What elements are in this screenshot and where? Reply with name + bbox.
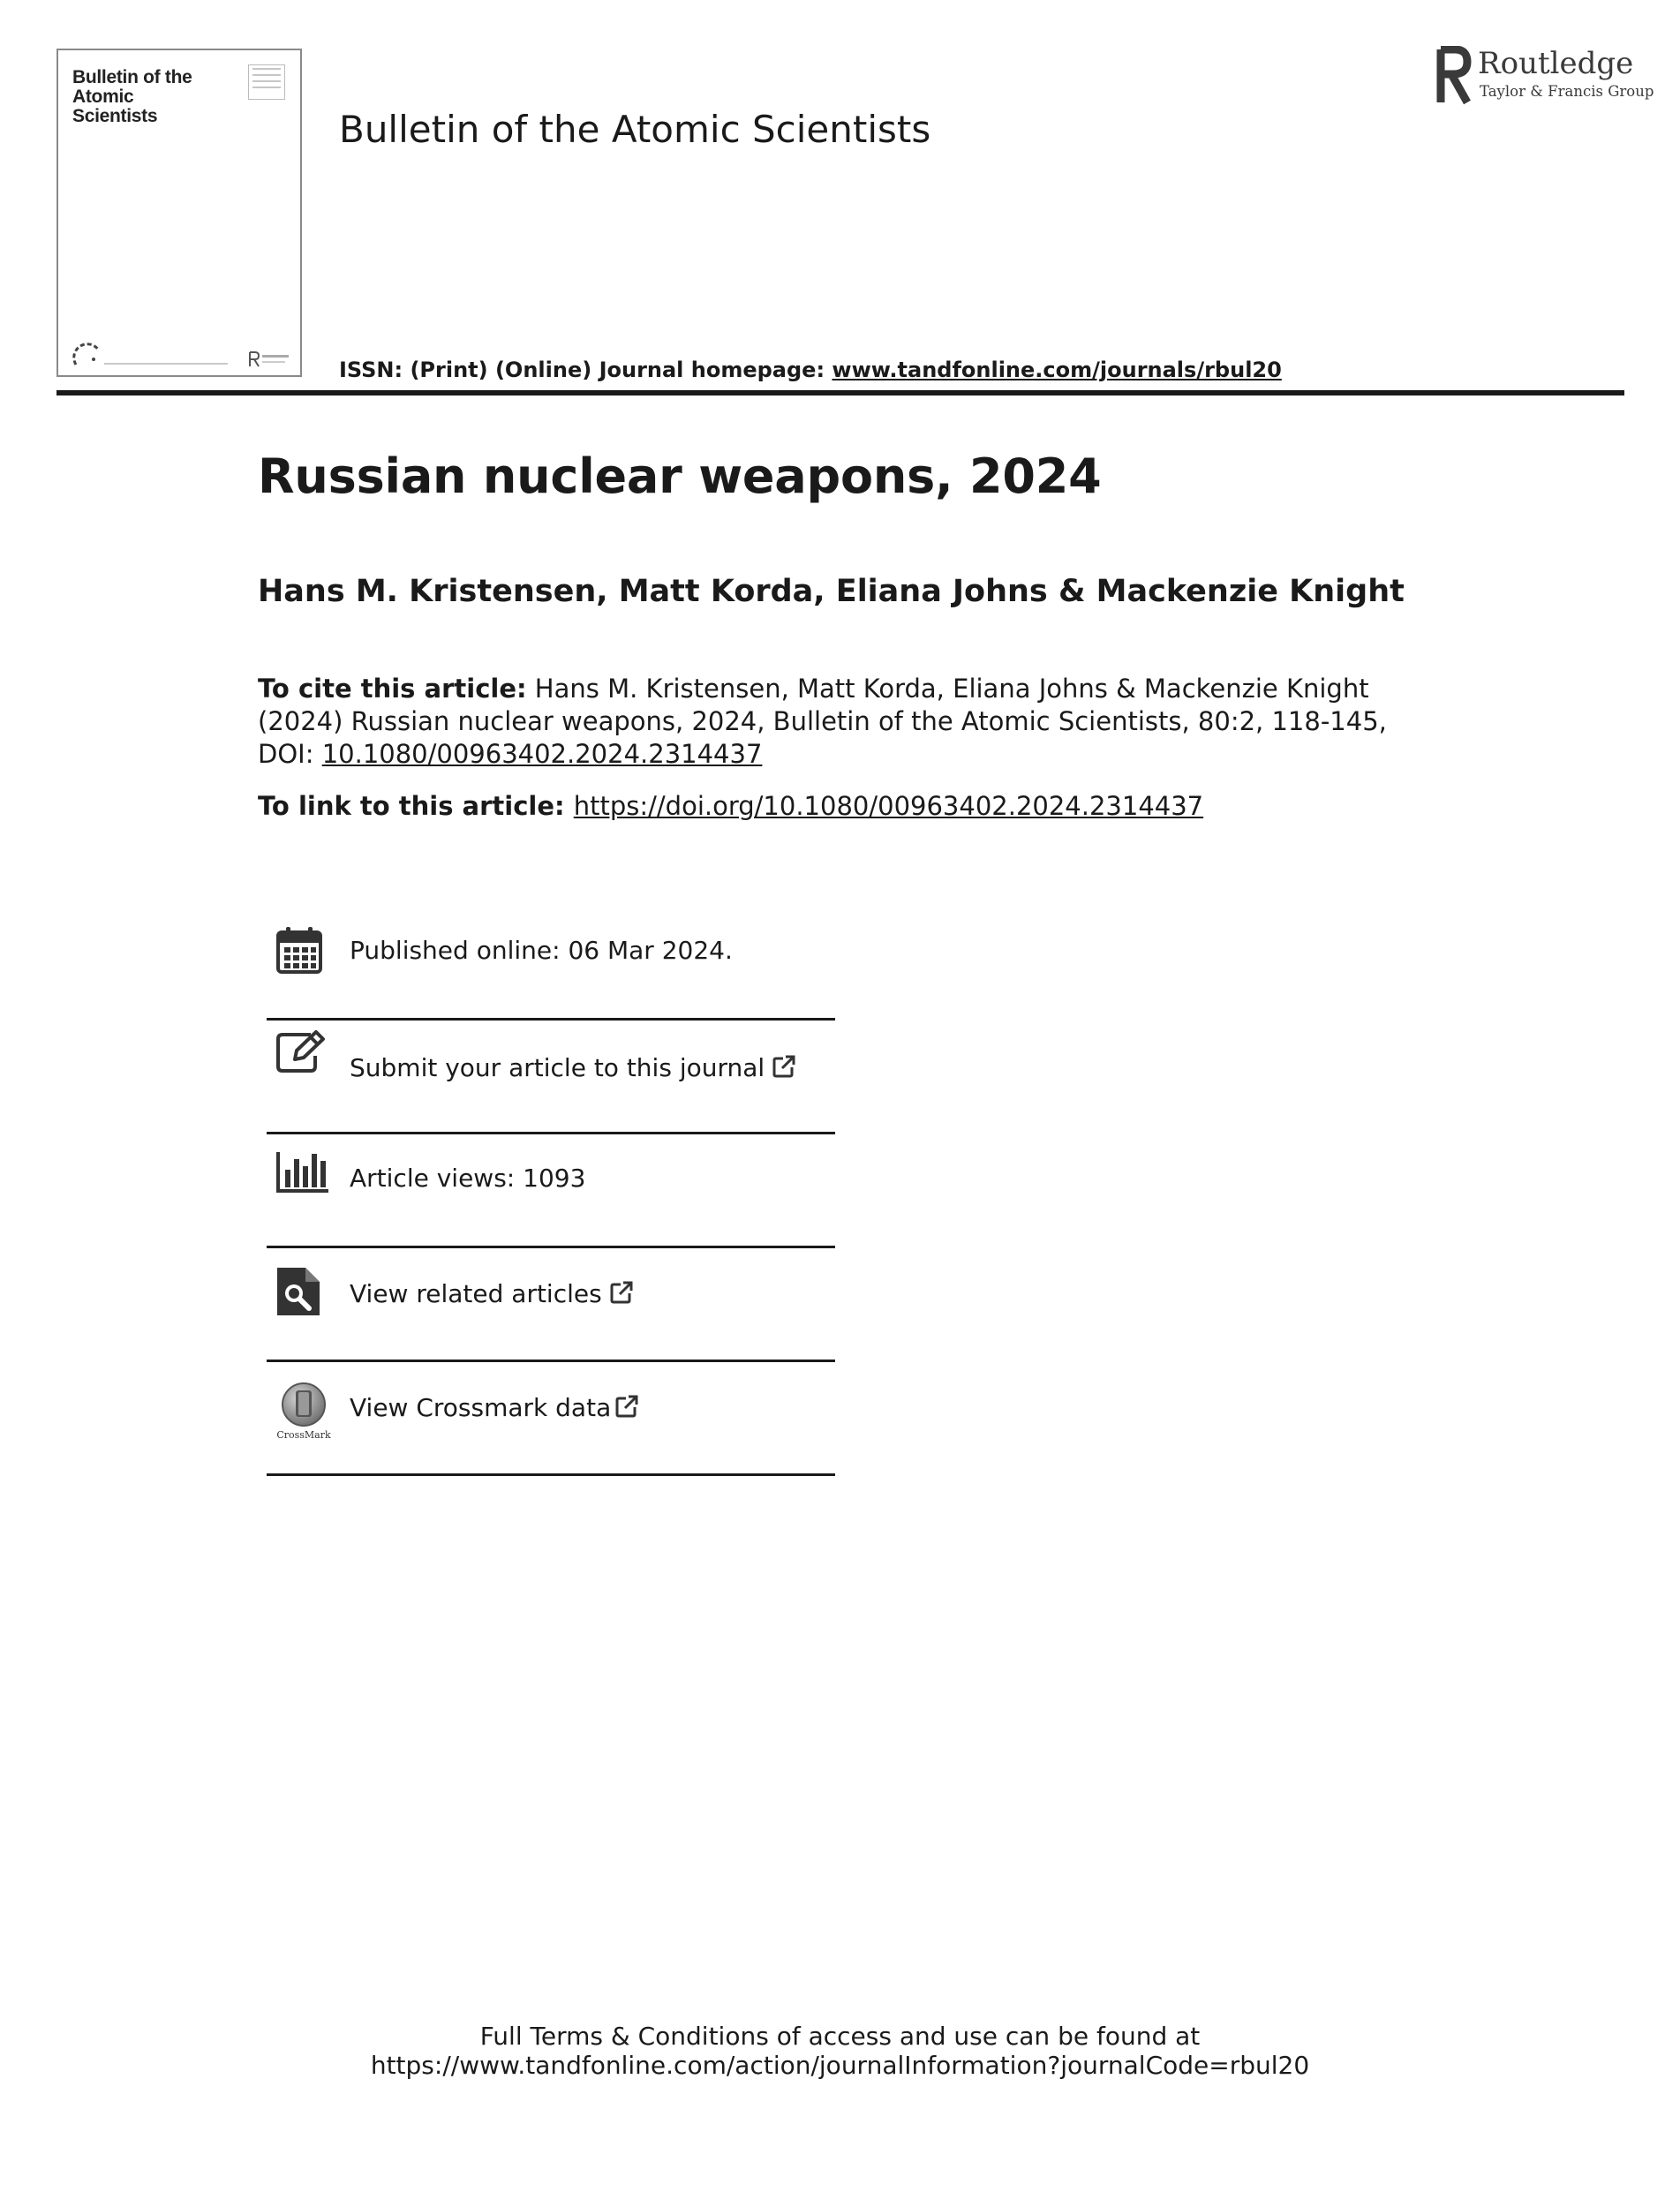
published-date: Published online: 06 Mar 2024. <box>350 936 733 965</box>
terms-url[interactable]: https://www.tandfonline.com/action/journalInformation?journalCode=rbul20 <box>370 2051 1310 2080</box>
issn-text: ISSN: (Print) (Online) Journal homepage: <box>339 358 832 382</box>
routledge-logo-icon <box>1430 46 1473 106</box>
crossmark-row[interactable] <box>267 1362 835 1473</box>
terms-text: Full Terms & Conditions of access and use can be found at <box>479 2022 1201 2051</box>
crossmark-link[interactable] <box>350 1393 639 1422</box>
views-row <box>267 1134 835 1246</box>
article-authors: Hans M. Kristensen, Matt Korda, Eliana Johns & Mackenzie Knight <box>258 574 1405 609</box>
submit-row[interactable] <box>267 1021 835 1132</box>
publisher-name: Routledge <box>1478 46 1634 81</box>
link-label: To link to this article: <box>258 791 574 821</box>
document-search-icon <box>275 1266 321 1317</box>
article-info-list <box>267 911 835 1476</box>
external-link-icon <box>609 1280 634 1305</box>
submit-article-link[interactable] <box>350 1053 796 1082</box>
doi-link[interactable]: https://doi.org/10.1080/00963402.2024.2314437 <box>573 791 1204 821</box>
cite-text: Hans M. Kristensen, Matt Korda, Eliana Johns & Mackenzie Knight (2024) Russian nuclear weapons, 2024, Bulletin of the Atomic Scientists, 80:2, 118-145, DOI: <box>258 674 1387 769</box>
crossmark-label: View Crossmark data <box>350 1393 612 1422</box>
submit-article-label: Submit your article to this journal <box>350 1053 765 1082</box>
doomsday-clock-icon <box>72 338 102 368</box>
article-views: Article views: 1093 <box>350 1164 586 1193</box>
external-link-icon <box>772 1054 796 1079</box>
article-title: Russian nuclear weapons, 2024 <box>258 448 1102 504</box>
cite-label: To cite this article: <box>258 674 527 704</box>
journal-homepage-link[interactable]: www.tandfonline.com/journals/rbul20 <box>832 358 1282 382</box>
citation-block <box>258 673 1441 771</box>
cover-motto-line <box>104 363 228 365</box>
crossmark-logo <box>275 1382 332 1441</box>
calendar-icon <box>275 925 323 975</box>
cite-doi-link[interactable]: 10.1080/00963402.2024.2314437 <box>321 739 763 769</box>
edit-icon <box>275 1029 327 1073</box>
divider <box>267 1473 835 1476</box>
header-divider <box>57 390 1624 395</box>
related-row[interactable] <box>267 1248 835 1360</box>
published-row <box>267 911 835 1018</box>
link-block <box>258 791 1203 821</box>
cover-routledge-logo <box>248 350 292 368</box>
publisher-group: Taylor & Francis Group <box>1480 83 1654 100</box>
crossmark-icon <box>281 1382 327 1427</box>
journal-cover-thumbnail <box>57 49 302 377</box>
bar-chart-icon <box>275 1150 330 1194</box>
external-link-icon <box>614 1394 639 1419</box>
related-articles-link[interactable] <box>350 1279 634 1308</box>
journal-title: Bulletin of the Atomic Scientists <box>339 108 931 151</box>
related-articles-label: View related articles <box>350 1279 602 1308</box>
cover-title: Bulletin of the Atomic Scientists <box>72 67 192 126</box>
issn-line <box>339 358 1282 382</box>
cover-issue-box <box>248 64 285 100</box>
terms-footer <box>0 2022 1680 2080</box>
crossmark-logo-text: CrossMark <box>276 1429 331 1441</box>
